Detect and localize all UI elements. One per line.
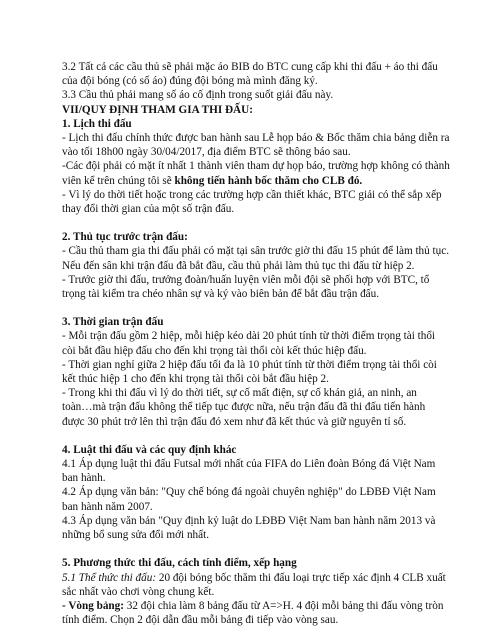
match-time-paragraph-1: - Mỗi trận đấu gồm 2 hiệp, mỗi hiệp kéo dài 20 phút tính từ thời điểm trọng tài thổi còi bắt đầu hiệp đấu cho đến khi trọng tài thổi còi kết thúc hiệp đấu. xyxy=(62,330,436,357)
format-paragraph-1-label: 5.1 Thể thức thi đấu: xyxy=(62,571,157,584)
pre-match-paragraph-2: - Trước giờ thi đấu, trưởng đoàn/huấn luyện viên mỗi đội sẽ phối hợp với BTC, tổ trọng tài kiểm tra chéo nhân sự và ký vào biên bản để bắt đầu trận đấu. xyxy=(62,273,430,301)
rules-paragraph-1: 4.1 Áp dụng luật thi đấu Futsal mới nhất của FIFA do Liên đoàn Bóng đá Việt Nam ban hành. xyxy=(62,458,436,485)
spacer xyxy=(62,429,450,443)
schedule-paragraph-1: - Lịch thi đấu chính thức được ban hành sau Lễ họp báo & Bốc thăm chia bảng diễn ra vào tối 18h00 ngày 30/04/2017, địa điểm BTC sẽ thông báo sau. xyxy=(62,132,450,159)
heading-rules: 4. Luật thi đấu và các quy định khác xyxy=(62,443,237,456)
schedule-paragraph-2-text: -Các đội phải có mặt ít nhất 1 thành viên tham dự họp báo, trường hợp không có thành viên kể trên chúng tôi sẽ xyxy=(62,160,450,187)
rules-paragraph-2: 4.2 Áp dụng văn bản: "Quy chế bóng đá ngoài chuyên nghiệp" do LĐBĐ Việt Nam ban hành năm 2007. xyxy=(62,486,436,513)
paragraph-3-3: 3.3 Cầu thủ phải mang số áo cố định trong suốt giải đấu này. xyxy=(62,89,334,102)
spacer xyxy=(62,542,450,556)
schedule-paragraph-3: - Vì lý do thời tiết hoặc trong các trường hợp cần thiết khác, BTC giải có thể sắp xếp thay đổi thời gian của một số trận đấu. xyxy=(62,188,442,216)
pre-match-paragraph-1: - Cầu thủ tham gia thi đấu phải có mặt tại sân trước giờ thi đấu 15 phút để làm thủ tục. Nếu đến sân khi trận đấu đã bắt đầu, cầu thủ phải làm thủ tục thi đấu từ hiệp 2. xyxy=(62,245,450,272)
match-time-paragraph-3: - Trong khi thi đấu vì lý do thời tiết, sự cố mất điện, sự cố khán giả, an ninh, an toàn…mà trận đấu không thể tiếp tục được nữa, nếu trận đấu đã thi đấu tiến hành được 30 phút trở lên thì trận đấu đó xem như đã kết thúc và giữ nguyên tỉ số. xyxy=(62,387,426,428)
heading-match-time: 3. Thời gian trận đấu xyxy=(62,316,164,329)
spacer xyxy=(62,216,450,230)
format-paragraph-2-text: 32 đội chia làm 8 bảng đấu từ A=>H. 4 đội mỗi bảng thi đấu vòng tròn tính điểm. Chọn 2 đội dẫn đầu mỗi bảng đi tiếp vào vòng sau. xyxy=(62,599,444,627)
heading-format: 5. Phương thức thi đấu, cách tính điểm, xếp hạng xyxy=(62,557,297,570)
paragraph-3-2: 3.2 Tất cả các cầu thủ sẽ phải mặc áo BIB do BTC cung cấp khi thi đấu + áo thi đấu của đội bóng (có số áo) đúng đội bóng mà mình đăng ký. xyxy=(62,61,438,88)
heading-schedule: 1. Lịch thi đấu xyxy=(62,117,132,130)
format-paragraph-2-label: - Vòng bảng: xyxy=(62,599,124,612)
rules-paragraph-3: 4.3 Áp dụng văn bản "Quy định kỷ luật do LĐBĐ Việt Nam ban hành năm 2013 và những bổ sung sửa đổi mới nhất. xyxy=(62,514,436,542)
section-vii-title: VII/QUY ĐỊNH THAM GIA THI ĐẤU: xyxy=(62,103,253,116)
schedule-paragraph-2 xyxy=(62,159,450,187)
schedule-paragraph-2-emphasis: không tiến hành bốc thăm cho CLB đó. xyxy=(174,174,363,187)
format-paragraph-1-text: 20 đội bóng bốc thăm thi đấu loại trực tiếp xác định 4 CLB xuất sắc nhất vào chơi vòng chung kết. xyxy=(62,571,446,598)
format-paragraph-2 xyxy=(62,599,450,627)
match-time-paragraph-2: - Thời gian nghỉ giữa 2 hiệp đấu tối đa là 10 phút tính từ thời điểm trọng tài thổi còi kết thúc hiệp 1 cho đến khi trọng tài thổi còi bắt đầu hiệp 2. xyxy=(62,358,437,386)
heading-pre-match: 2. Thủ tục trước trận đấu: xyxy=(62,231,188,244)
format-paragraph-1 xyxy=(62,571,450,599)
spacer xyxy=(62,301,450,315)
